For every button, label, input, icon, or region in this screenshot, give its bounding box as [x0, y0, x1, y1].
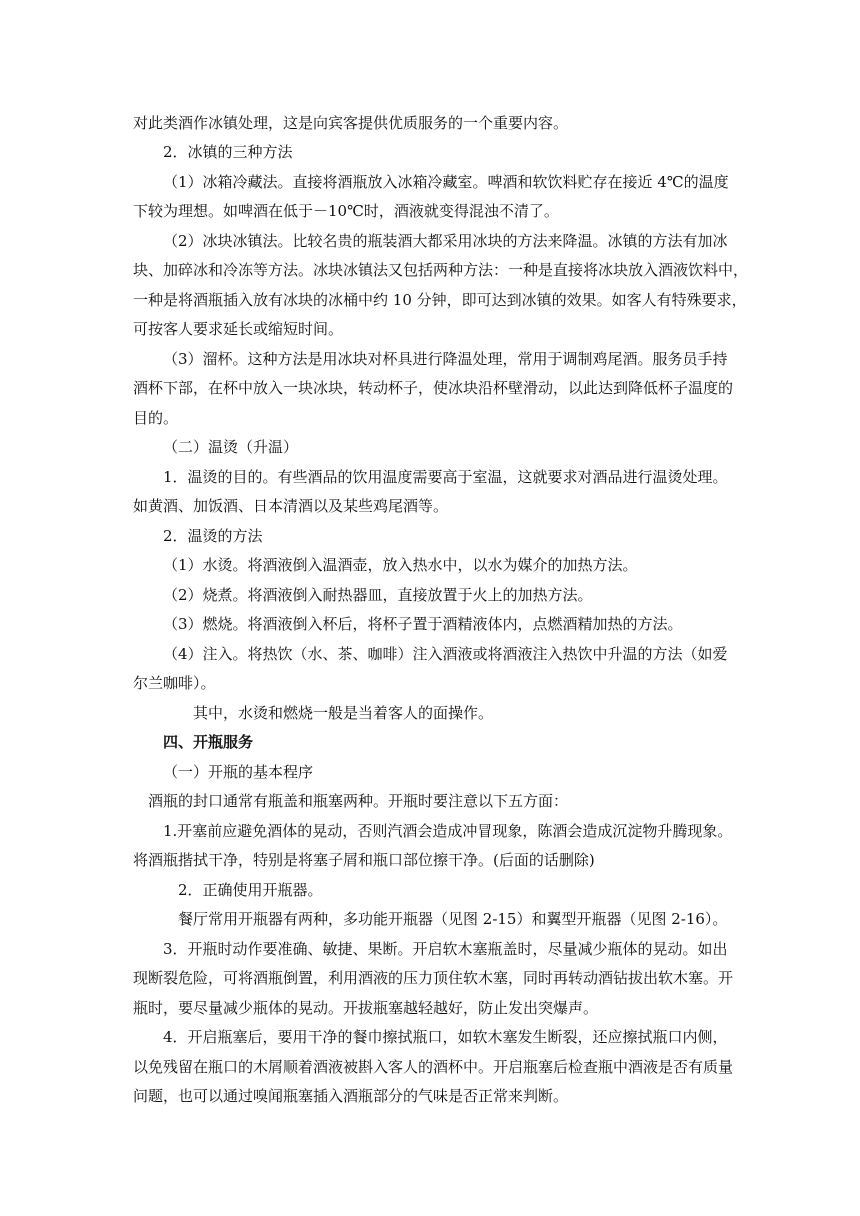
text-line: 3．开瓶时动作要准确、敏捷、果断。开启软木塞瓶盖时，尽量减少瓶体的晃动。如出 [163, 940, 728, 958]
text-line: 酒杯下部，在杯中放入一块冰块，转动杯子，使冰块沿杯壁滑动，以此达到降低杯子温度的 [133, 379, 734, 397]
text-line: （1）水烫。将酒液倒入温酒壶，放入热水中，以水为媒介的加热方法。 [163, 556, 638, 574]
text-line: 餐厅常用开瓶器有两种，多功能开瓶器（见图 2-15）和翼型开瓶器（见图 2-16）。 [178, 910, 728, 928]
text-line: 以免残留在瓶口的木屑顺着酒液被斟入客人的酒杯中。开启瓶塞后检查瓶中酒液是否有质量 [133, 1058, 734, 1076]
text-line: 其中，水烫和燃烧一般是当着客人的面操作。 [193, 704, 494, 722]
text-line: （2）烧煮。将酒液倒入耐热器皿，直接放置于火上的加热方法。 [163, 586, 593, 604]
text-line: 将酒瓶揩拭干净，特别是将塞子屑和瓶口部位擦干净。(后面的话删除) [133, 851, 595, 869]
section-heading: 2．温烫的方法 [163, 527, 263, 545]
text-line: 尔兰咖啡）。 [133, 674, 216, 692]
text-line: 块、加碎冰和冷冻等方法。冰块冰镇法又包括两种方法：一种是直接将冰块放入酒液饮料中， [133, 261, 749, 279]
text-line: （2）冰块冰镇法。比较名贵的瓶装酒大都采用冰块的方法来降温。冰镇的方法有加冰 [163, 232, 728, 250]
text-line: 问题，也可以通过嗅闻瓶塞插入酒瓶部分的气味是否正常来判断。 [133, 1087, 569, 1105]
text-line: 一种是将酒瓶插入放有冰块的冰桶中约 10 分钟，即可达到冰镇的效果。如客人有特殊要求， [133, 291, 747, 309]
text-line: 如黄酒、加饭酒、日本清酒以及某些鸡尾酒等。 [133, 497, 449, 515]
text-line: （3）溜杯。这种方法是用冰块对杯具进行降温处理，常用于调制鸡尾酒。服务员手持 [163, 350, 728, 368]
text-line: 1．温烫的目的。有些酒品的饮用温度需要高于室温，这就要求对酒品进行温烫处理。 [163, 468, 728, 486]
text-line: （3）燃烧。将酒液倒入杯后，将杯子置于酒精液体内，点燃酒精加热的方法。 [163, 615, 683, 633]
text-line: 现断裂危险，可将酒瓶倒置，利用酒液的压力顶住软木塞，同时再转动酒钻拔出软木塞。开 [133, 969, 734, 987]
text-line: 对此类酒作冰镇处理，这是向宾客提供优质服务的一个重要内容。 [133, 114, 569, 132]
section-heading: （二）温烫（升温） [163, 438, 299, 456]
text-line: 瓶时，要尽量减少瓶体的晃动。开拔瓶塞越轻越好，防止发出突爆声。 [133, 999, 599, 1017]
chapter-heading: 四、开瓶服务 [163, 733, 254, 751]
text-line: 目的。 [133, 409, 179, 427]
text-line: （4）注入。将热饮（水、茶、咖啡）注入酒液或将酒液注入热饮中升温的方法（如爱 [163, 645, 728, 663]
text-line: 2．正确使用开瓶器。 [178, 881, 323, 899]
text-line: 1.开塞前应避免酒体的晃动，否则汽酒会造成冲冒现象，陈酒会造成沉淀物升腾现象。 [163, 822, 733, 840]
section-heading: （一）开瓶的基本程序 [163, 763, 314, 781]
text-line: 可按客人要求延长或缩短时间。 [133, 320, 344, 338]
text-line: 酒瓶的封口通常有瓶盖和瓶塞两种。开瓶时要注意以下五方面： [148, 792, 569, 810]
text-line: 4．开启瓶塞后，要用干净的餐巾擦拭瓶口，如软木塞发生断裂，还应擦拭瓶口内侧， [163, 1028, 728, 1046]
text-line: 下较为理想。如啤酒在低于－10℃时，酒液就变得混浊不清了。 [133, 202, 559, 220]
section-heading: 2．冰镇的三种方法 [163, 143, 293, 161]
text-line: （1）冰箱冷藏法。直接将酒瓶放入冰箱冷藏室。啤酒和软饮料贮存在接近 4℃的温度 [163, 173, 729, 191]
